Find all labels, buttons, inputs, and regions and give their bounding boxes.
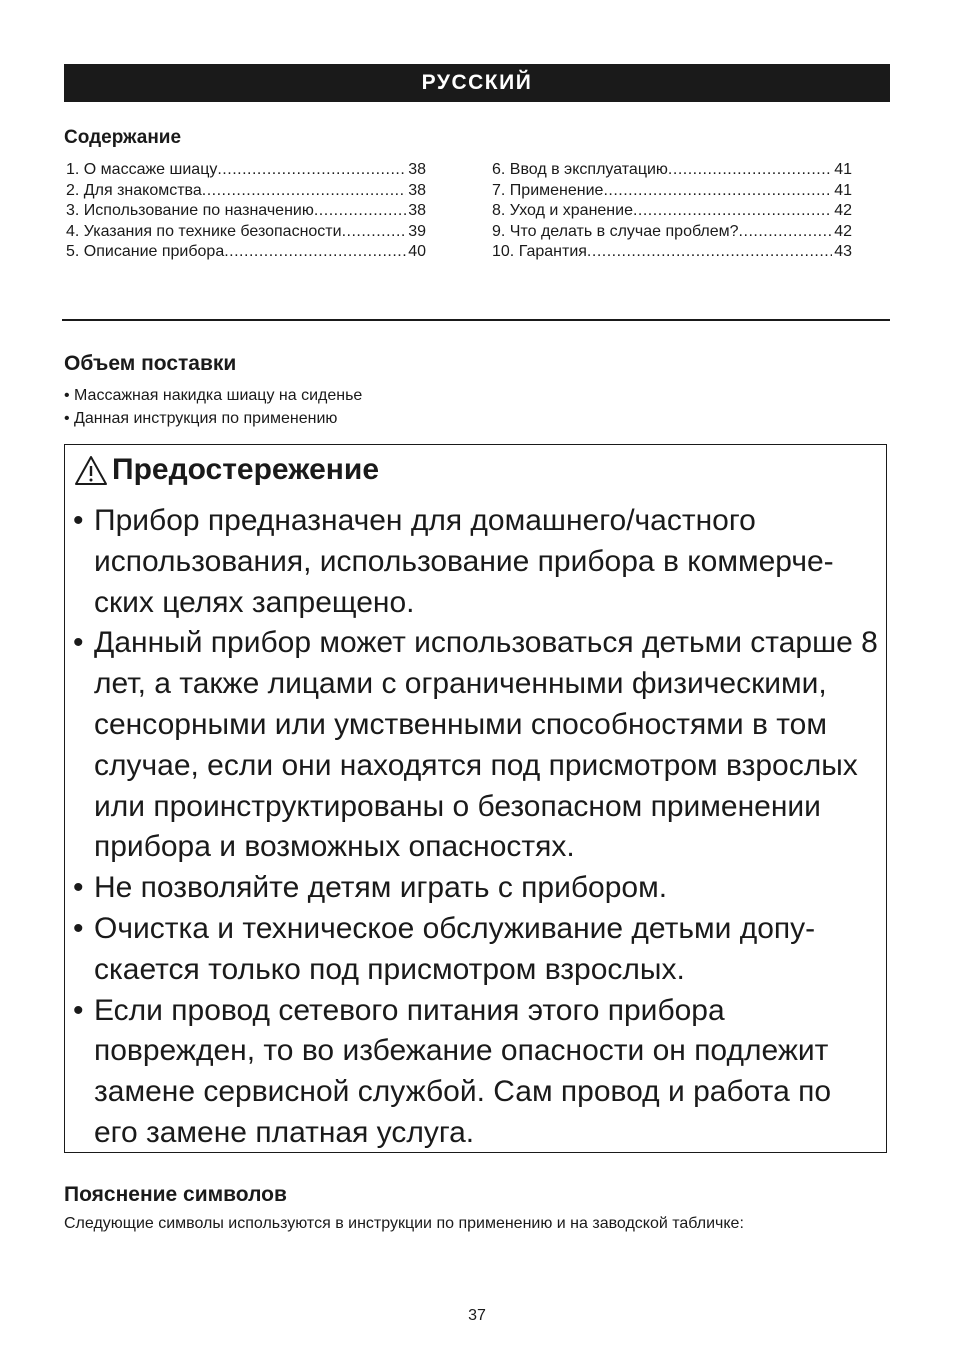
toc-entry: 3. Использование по назначению ..... 38	[66, 201, 426, 222]
list-item: • Массажная накидка шиацу на сиденье	[64, 387, 363, 404]
warning-title: Предостережение	[112, 453, 380, 486]
toc-entry: 7. Применение ..... 41	[492, 181, 852, 202]
contents-right-column	[492, 160, 852, 263]
section-divider	[62, 319, 890, 321]
contents-left-column	[66, 160, 426, 263]
toc-entry: 5. Описание прибора ..... 40	[66, 242, 426, 263]
warning-heading	[74, 453, 379, 487]
symbols-heading: Пояснение символов	[64, 1183, 287, 1206]
symbols-description: Следующие символы используются в инструкции по применению и на заводской табличке:	[64, 1215, 744, 1232]
warning-list	[73, 501, 881, 1154]
toc-entry: 10. Гарантия ..... 43	[492, 242, 852, 263]
contents-heading: Содержание	[64, 127, 182, 148]
delivery-list	[64, 384, 362, 430]
toc-entry: 1. О массаже шиацу ..... 38	[66, 160, 426, 181]
toc-entry: 2. Для знакомства ..... 38	[66, 181, 426, 202]
warning-item: • Очистка и техническое обслуживание детьми допу-скается только под присмотром взрослых.	[73, 911, 816, 986]
page-number: 37	[468, 1307, 486, 1324]
toc-entry: 9. Что делать в случае проблем? ..... 42	[492, 222, 852, 243]
warning-triangle-icon	[74, 455, 108, 486]
toc-entry: 8. Уход и хранение ..... 42	[492, 201, 852, 222]
delivery-heading: Объем поставки	[64, 352, 237, 375]
warning-box	[64, 444, 887, 1153]
language-label: РУССКИЙ	[421, 71, 533, 94]
toc-entry: 6. Ввод в эксплуатацию ..... 41	[492, 160, 852, 181]
language-header	[64, 64, 890, 102]
warning-item: • Прибор предназначен для домашнего/частного использования, использование прибора в коммерче-ских целях запрещено.	[73, 504, 834, 619]
warning-item: • Если провод сетевого питания этого прибора поврежден, то во избежание опасности он подлежит замене сервисной службой. Сам провод и работа по его замене платная услуга.	[73, 993, 832, 1149]
warning-item: • Не позволяйте детям играть с прибором.	[73, 871, 668, 905]
toc-entry: 4. Указания по технике безопасности ..... 39	[66, 222, 426, 243]
warning-item: • Данный прибор может использоваться детьми старше 8 лет, а также лицами с ограниченными физическими, сенсорными или умственными способностями в том случае, если они находятся под присмотром взрослых или проинструктированы о безопасном применении прибора и возможных опасностях.	[73, 626, 878, 864]
list-item: • Данная инструкция по применению	[64, 410, 338, 427]
